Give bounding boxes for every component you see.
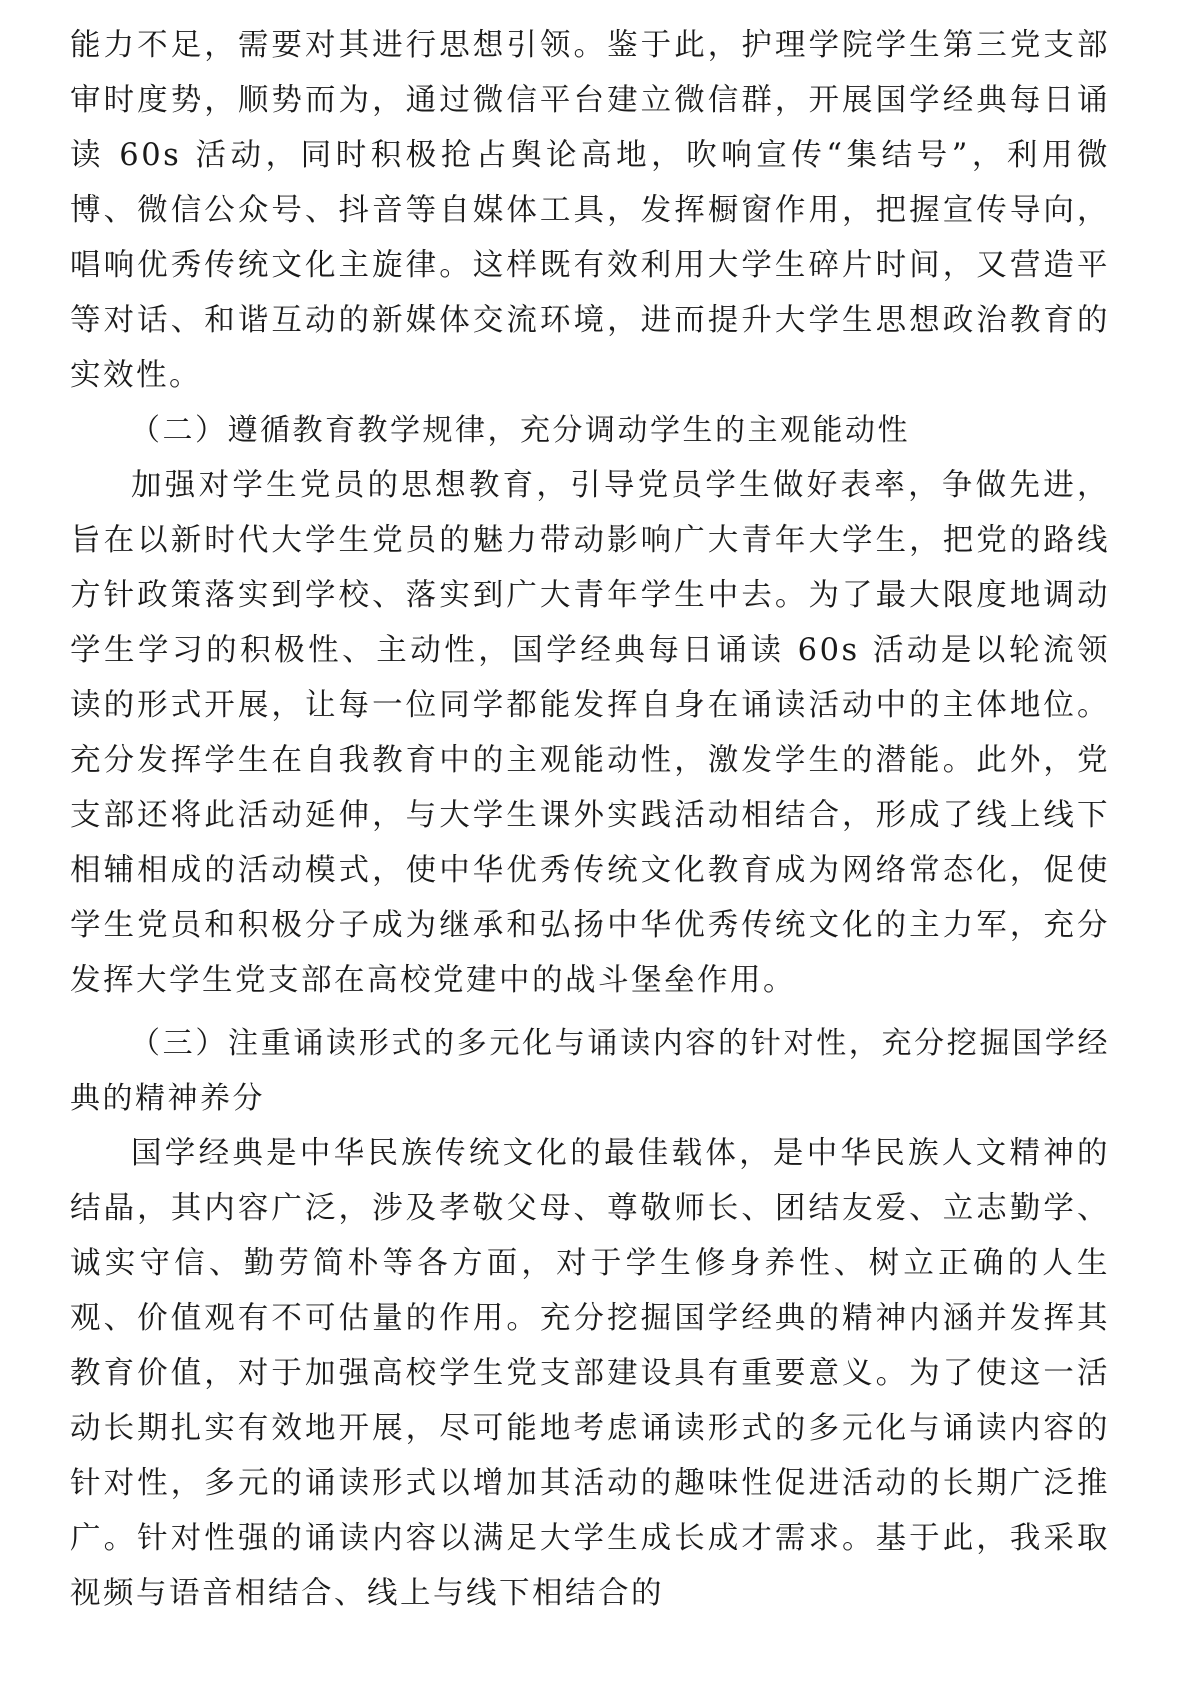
paragraph-continuation: 能力不足，需要对其进行思想引领。鉴于此，护理学院学生第三党支部审时度势，顺势而为，通过微信平台建立微信群，开展国学经典每日诵读 60s 活动，同时积极抢占舆论高地，吹响宣传“集结号”，利用微博、微信公众号、抖音等自媒体工具，发挥橱窗作用，把握宣传导向，唱响优秀传统文化主旋律。这样既有效利用大学生碎片时间，又营造平等对话、和谐互动的新媒体交流环境，进而提升大学生思想政治教育的实效性。 (70, 28, 1110, 393)
section-heading-2: （二）遵循教育教学规律，充分调动学生的主观能动性 (130, 413, 910, 448)
document-page (70, 18, 1110, 1621)
paragraph-section-3: 国学经典是中华民族传统文化的最佳载体，是中华民族人文精神的结晶，其内容广泛，涉及孝敬父母、尊敬师长、团结友爱、立志勤学、诚实守信、勤劳简朴等各方面，对于学生修身养性、树立正确的人生观、价值观有不可估量的作用。充分挖掘国学经典的精神内涵并发挥其教育价值，对于加强高校学生党支部建设具有重要意义。为了使这一活动长期扎实有效地开展，尽可能地考虑诵读形式的多元化与诵读内容的针对性，多元的诵读形式以增加其活动的趣味性促进活动的长期广泛推广。针对性强的诵读内容以满足大学生成长成才需求。基于此，我采取视频与语音相结合、线上与线下相结合的 (70, 1136, 1110, 1611)
paragraph-section-2: 加强对学生党员的思想教育，引导党员学生做好表率，争做先进，旨在以新时代大学生党员的魅力带动影响广大青年大学生，把党的路线方针政策落实到学校、落实到广大青年学生中去。为了最大限度地调动学生学习的积极性、主动性，国学经典每日诵读 60s 活动是以轮流领读的形式开展，让每一位同学都能发挥自身在诵读活动中的主体地位。充分发挥学生在自我教育中的主观能动性，激发学生的潜能。此外，党支部还将此活动延伸，与大学生课外实践活动相结合，形成了线上线下相辅相成的活动模式，使中华优秀传统文化教育成为网络常态化，促使学生党员和积极分子成为继承和弘扬中华优秀传统文化的主力军，充分发挥大学生党支部在高校党建中的战斗堡垒作用。 (70, 468, 1110, 998)
section-heading-3: （三）注重诵读形式的多元化与诵读内容的针对性，充分挖掘国学经典的精神养分 (70, 1026, 1110, 1116)
